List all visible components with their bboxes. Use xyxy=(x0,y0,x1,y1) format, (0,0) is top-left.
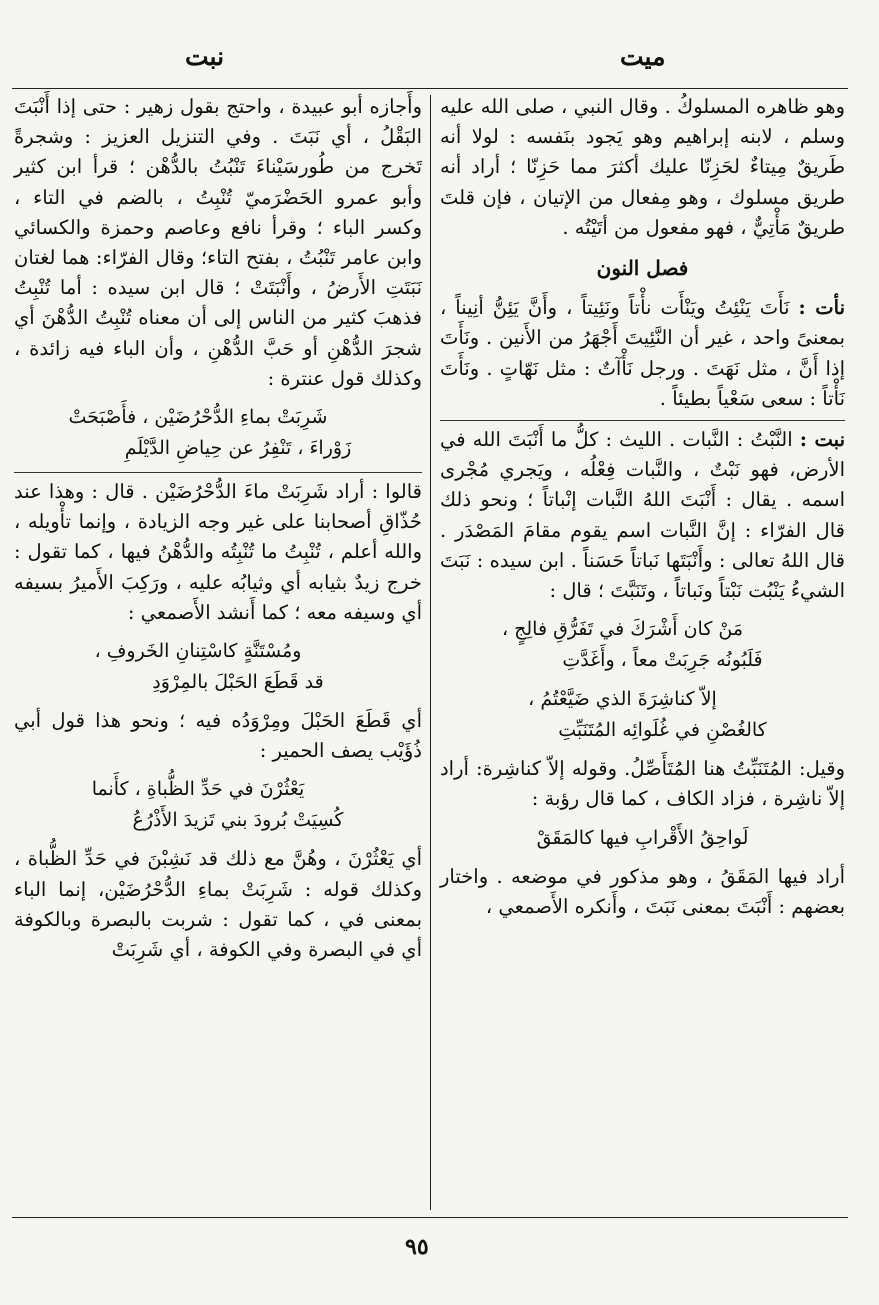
left-para-3: أي قَطَعَ الحَبْلَ ومِرْوَدُه فيه ؛ ونحو هذا قول أبي ذُؤَيْب يصف الحمير : xyxy=(14,709,422,763)
section-title: فصل النون xyxy=(596,256,689,281)
left-verse-1-b: زَوْراءَ ، تَنْفِرُ عن حِياضِ الدَّيْلَمِ xyxy=(124,437,352,460)
left-verse-2-a: ومُسْتَنَّةٍ كاسْتِنانِ الخَروفِ ، xyxy=(94,640,302,663)
right-para-3: أراد فيها المَقَقُ ، وهو مذكور في موضعه . واختار بعضهم : أَنْبَتَ بمعنى نَبَتَ ، وأَنكره الأَصمعي ، xyxy=(440,864,845,918)
right-para-2: وقيل: المُتَنَبِّتُ هنا المُتَأَصِّلُ. وقوله إلاّ كناشِرة: أراد إلاّ ناشِرة ، فزاد الكاف ، كما قال رؤبة : xyxy=(440,757,845,811)
left-verse-1 xyxy=(14,402,422,464)
left-para-2: قالوا : أراد شَرِبَتْ ماءَ الدُّحْرُضَيْن . قال : وهذا عند حُذّاقِ أصحابنا على غير وجه الزيادة ، وإنما تأْويله ، والله أعلم ، تُنْبِتُ ما تُنْبِتُه والدُّهْنُ فيها ، كما تقول : خرج زيدٌ بثيابه أي وثيابُه عليه ، ورَكِبَ الأَميرُ بسيفه أي وسيفه معه ؛ كما أَنشد الأَصمعي : xyxy=(14,480,422,624)
entry-nabt-text: النَّبْتُ : النَّبات . الليث : كلُّ ما أَنْبَتَ الله في الأرض، فهو نَبْتٌ ، والنَّبات فِعْلُه ، ويَجري مُجْرى اسمه . يقال : أَنْبَتَ اللهُ النَّبات إنْباتاً ؛ ونحو ذلك قال الفرّاء : إنَّ النَّبات اسم يقوم مقامَ المَصْدَر . قال اللهُ تعالى : وأَنْبَتَها نَباتاً حَسَناً . ابن سيده : نَبَتَ الشيءُ يَنْبُت نَبْتاً ونَباتاً ، وتَنَبَّتَ ؛ قال : xyxy=(440,428,845,603)
page-number: ٩٥ xyxy=(405,1234,429,1260)
right-verse-1-a: مَنْ كان أَشْرَكَ في تَفَرُّقِ فالِجٍ ، xyxy=(501,618,744,641)
entry-nabt-head: نبت : xyxy=(799,428,845,452)
column-separator xyxy=(430,95,431,1210)
left-verse-1-a: شَرِبَتْ بماءِ الدُّحْرُضَيْن ، فأَصْبَحَتْ xyxy=(68,406,328,429)
entry-nabt xyxy=(440,425,845,606)
left-verse-2-b: قد قَطَعَ الحَبْلَ بالمِرْوَدِ xyxy=(152,671,324,694)
right-para-1: وهو ظاهره المسلوكُ . وقال النبي ، صلى الله عليه وسلم ، لابنه إبراهيم وهو يَجود بنَفسه : لولا أنه طَريقٌ مِيتاءٌ لحَزِنّا عليك أكثرَ مما حَزِنّا ؛ أراد أنه طريق مسلوك ، وهو مِفعال من الإتيان ، فإن قلتَ طريقٌ مَأْتِيٌّ ، فهو مفعول من أتَيْتُه . xyxy=(440,95,845,239)
left-divider xyxy=(14,472,422,473)
left-para-4: أي يَعْثُرْنَ ، وهُنَّ مع ذلك قد نَشِبْنَ في حَدِّ الظُّباة ، وكذلك قوله : شَرِبَتْ بماءِ الدُّحْرُضَيْن، إنما الباء بمعنى في ، كما تقول : شربت بالبصرة وبالكوفة أي في البصرة وفي الكوفة ، أي شَرِبَتْ xyxy=(14,847,422,962)
top-rule xyxy=(12,88,848,89)
left-column xyxy=(14,92,422,965)
left-verse-3-a: يَعْثُرْنَ في حَدِّ الظُّباةِ ، كأَنما xyxy=(91,778,305,801)
right-verse-1-b: فَلَبُونُه جَرِبَتْ معاً ، وأَغَدَّتِ xyxy=(562,649,763,672)
bottom-rule xyxy=(12,1217,848,1218)
left-verse-2 xyxy=(14,636,422,698)
right-verse-2 xyxy=(440,684,845,746)
left-verse-3 xyxy=(14,774,422,836)
right-verse-1 xyxy=(440,614,845,676)
entry-naat xyxy=(440,293,845,414)
right-verse-2-b: كالغُصْنِ في غُلَوائِه المُتَنَبِّتِ xyxy=(558,719,767,742)
entry-naat-text: نَأَتَ يَنْئِتُ ويَنْأَت نأْتاً ونَئِيتاً ، وأَنَّ يَئِنُّ أنِيناً ، بمعنىً واحد ، غير أن النَّئِيتَ أَجْهَرُ من الأَنين . ونَأَتَ إذا أَنَّ ، مثل نَهَتَ . ورجل نَأْآتٌ : مثل نَهّاتٍ . ونَأَتَ نَأْتاً : سعى سَعْياً بطيئاً . xyxy=(440,296,845,410)
left-para-1: وأَجازه أبو عبيدة ، واحتج بقول زهير : حتى إذا أَنْبَتَ البَقْلُ ، أي نَبَتَ . وفي التنزيل العزيز : وشجرةً تَخرج من طُورسَيْناءَ تَنْبُتُ بالدُّهْن ؛ قرأ ابن كثير وأبو عمرو الحَضْرَميّ تُنْبِتُ ، بالضم في التاء ، وكسر الباء ؛ وقرأ نافع وعاصم وحمزة والكسائي وابن عامر تَنْبُتُ ، بفتح التاء؛ وقال الفرّاء: هما لغتان نَبَتَتِ الأَرضُ ، وأَنْبَتَتْ ؛ قال ابن سيده : أما تُنْبِتُ فذهبَ كثير من الناس إلى أن معناه تُنْبِتُ الدُّهْنَ أي شجرَ الدُّهْنِ أو حَبَّ الدُّهْنِ ، وأن الباء فيه زائدة ، وكذلك قول عنترة : xyxy=(14,95,422,390)
entry-divider xyxy=(440,420,845,421)
right-verse-2-a: إلاّ كناشِرَةَ الذي ضَيَّعْتُمُ ، xyxy=(528,688,717,711)
entry-naat-head: نأت : xyxy=(798,296,846,320)
right-column xyxy=(440,92,845,922)
right-verse-3: لَواحِقُ الأَقْرابِ فيها كالمَقَقْ xyxy=(536,826,749,849)
header-left-word: نبت xyxy=(185,42,225,71)
left-verse-3-b: كُسِيَتْ بُرودَ بني تَزيدَ الأَذْرُعُ xyxy=(132,809,344,832)
header-right-word: ميت xyxy=(620,42,666,71)
